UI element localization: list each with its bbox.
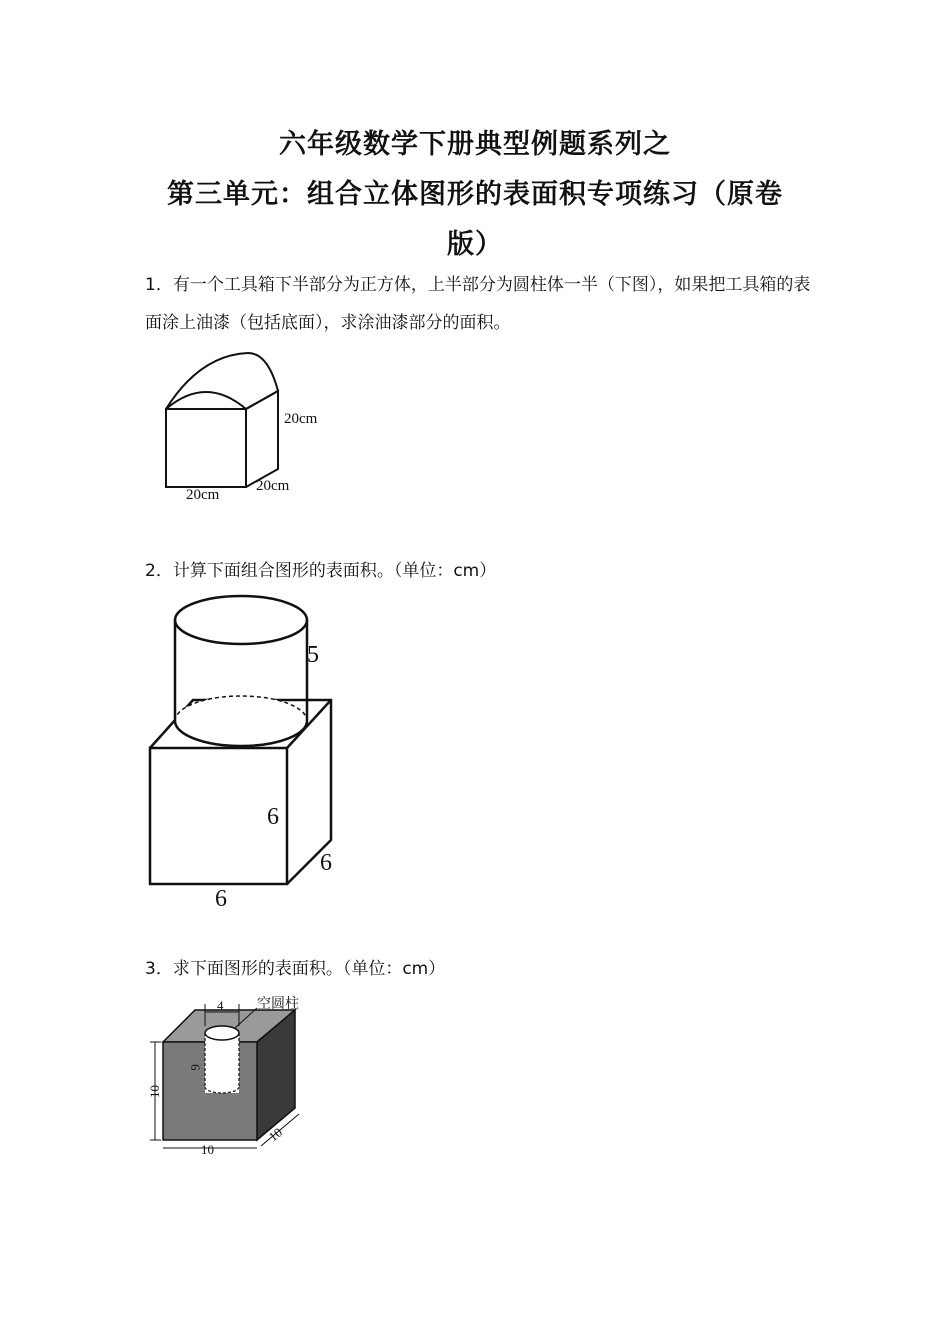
question-1-text: 1．有一个工具箱下半部分为正方体，上半部分为圆柱体一半（下图），如果把工具箱的表面涂上油漆（包括底面），求涂油漆部分的面积。 <box>145 275 811 333</box>
q2-cube-width-label: 6 <box>215 886 227 912</box>
page-title-line-3: 版） <box>447 229 503 260</box>
q2-cube-height-label: 6 <box>267 804 279 830</box>
page-title-line-1: 六年级数学下册典型例题系列之 <box>279 129 671 160</box>
q3-height-label: 10 <box>147 1085 162 1098</box>
q1-height-label: 20cm <box>284 411 318 427</box>
question-2-figure <box>145 592 375 912</box>
q3-hole-label: 空圆柱 <box>257 997 299 1012</box>
q3-depth-label: 10 <box>265 1124 286 1145</box>
question-3-text: 3．求下面图形的表面积。（单位：cm） <box>145 959 446 979</box>
q1-side-label: 20cm <box>256 478 290 494</box>
question-2-text: 2．计算下面组合图形的表面积。（单位：cm） <box>145 561 497 581</box>
q3-hole-diameter-label: 4 <box>217 998 224 1013</box>
q3-hole-depth-label: 6 <box>188 1064 203 1071</box>
q1-front-label: 20cm <box>186 487 220 503</box>
question-3-figure <box>145 990 345 1160</box>
q2-cube-depth-label: 6 <box>320 850 332 876</box>
page-title-line-2: 第三单元：组合立体图形的表面积专项练习（原卷 <box>167 179 783 210</box>
q3-width-label: 10 <box>201 1142 214 1157</box>
question-1-figure <box>160 345 340 510</box>
q2-cyl-height-label: 5 <box>307 642 319 668</box>
